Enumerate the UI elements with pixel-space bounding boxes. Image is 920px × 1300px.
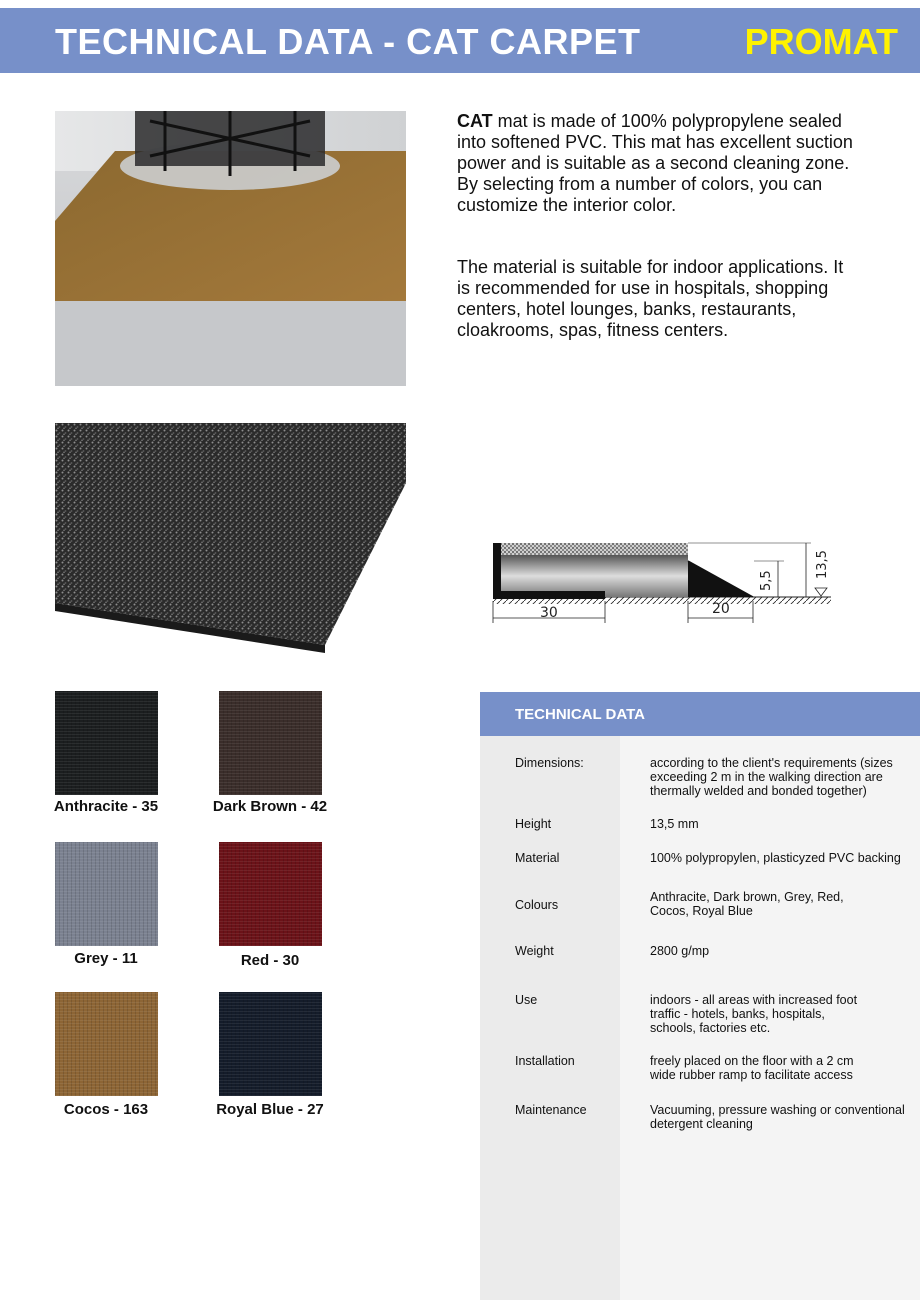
tech-key: Dimensions: xyxy=(515,756,584,770)
intro-paragraph-1 xyxy=(457,111,857,216)
tech-value: Anthracite, Dark brown, Grey, Red, Cocos, Royal Blue xyxy=(650,890,844,918)
profile-total-height-label: 13,5 xyxy=(815,550,830,579)
tech-value: 2800 g/mp xyxy=(650,944,710,958)
carpet-texture-photo xyxy=(55,423,406,656)
tech-value: 100% polypropylen, plasticyzed PVC backing xyxy=(650,851,901,865)
intro-paragraph-2: The material is suitable for indoor applications. It is recommended for use in hospitals, shopping centers, hotel lounges, banks, restaurants, cloakrooms, spas, fitness centers. xyxy=(457,257,844,340)
profile-mat-height-label: 5,5 xyxy=(759,570,774,591)
swatch-label-grey: Grey - 11 xyxy=(74,950,138,967)
tech-value: freely placed on the floor with a 2 cm wide rubber ramp to facilitate access xyxy=(650,1054,854,1082)
swatch-anthracite xyxy=(55,691,158,795)
profile-ramp-label: 20 xyxy=(712,601,730,617)
tech-value: indoors - all areas with increased foot traffic - hotels, banks, hospitals, schools, factories etc. xyxy=(650,993,858,1035)
tech-key: Maintenance xyxy=(515,1103,587,1117)
swatch-royal-blue xyxy=(219,992,322,1096)
profile-width-label: 30 xyxy=(540,605,558,621)
tech-key: Colours xyxy=(515,898,559,912)
swatch-grey xyxy=(55,842,158,946)
swatch-label-dark-brown: Dark Brown - 42 xyxy=(212,798,328,815)
tech-value: according to the client's requirements (sizes exceeding 2 m in the walking direction are thermally welded and bonded together) xyxy=(650,756,893,798)
header-banner xyxy=(0,8,920,73)
technical-data-header xyxy=(480,692,920,736)
swatch-cocos xyxy=(55,992,158,1096)
intro-text xyxy=(457,111,857,341)
swatch-dark-brown xyxy=(219,691,322,795)
tech-value: 13,5 mm xyxy=(650,817,699,831)
swatch-label-royal-blue: Royal Blue - 27 xyxy=(216,1101,324,1118)
product-name: CAT xyxy=(457,111,493,131)
swatch-label-cocos: Cocos - 163 xyxy=(63,1101,149,1118)
swatch-label-anthracite: Anthracite - 35 xyxy=(53,798,159,815)
page-title: TECHNICAL DATA - CAT CARPET xyxy=(55,21,641,62)
entrance-photo xyxy=(55,111,406,386)
intro-paragraph-1-text: mat is made of 100% polypropylene sealed into softened PVC. This mat has excellent suction power and is suitable as a second cleaning zone. By selecting from a number of colors, you can customize the interior color. xyxy=(457,111,853,215)
swatch-red xyxy=(219,842,322,946)
tech-value: Vacuuming, pressure washing or conventional detergent cleaning xyxy=(650,1103,905,1131)
tech-key: Material xyxy=(515,851,560,865)
tech-key: Use xyxy=(515,993,538,1007)
tech-key: Installation xyxy=(515,1054,575,1068)
technical-data-heading: TECHNICAL DATA xyxy=(515,706,645,723)
tech-key: Weight xyxy=(515,944,554,958)
swatch-label-red: Red - 30 xyxy=(240,952,300,969)
tech-key: Height xyxy=(515,817,552,831)
mat-profile-diagram xyxy=(488,535,833,630)
technical-data-panel xyxy=(480,692,920,1300)
brand-logo: PROMAT xyxy=(744,21,898,62)
